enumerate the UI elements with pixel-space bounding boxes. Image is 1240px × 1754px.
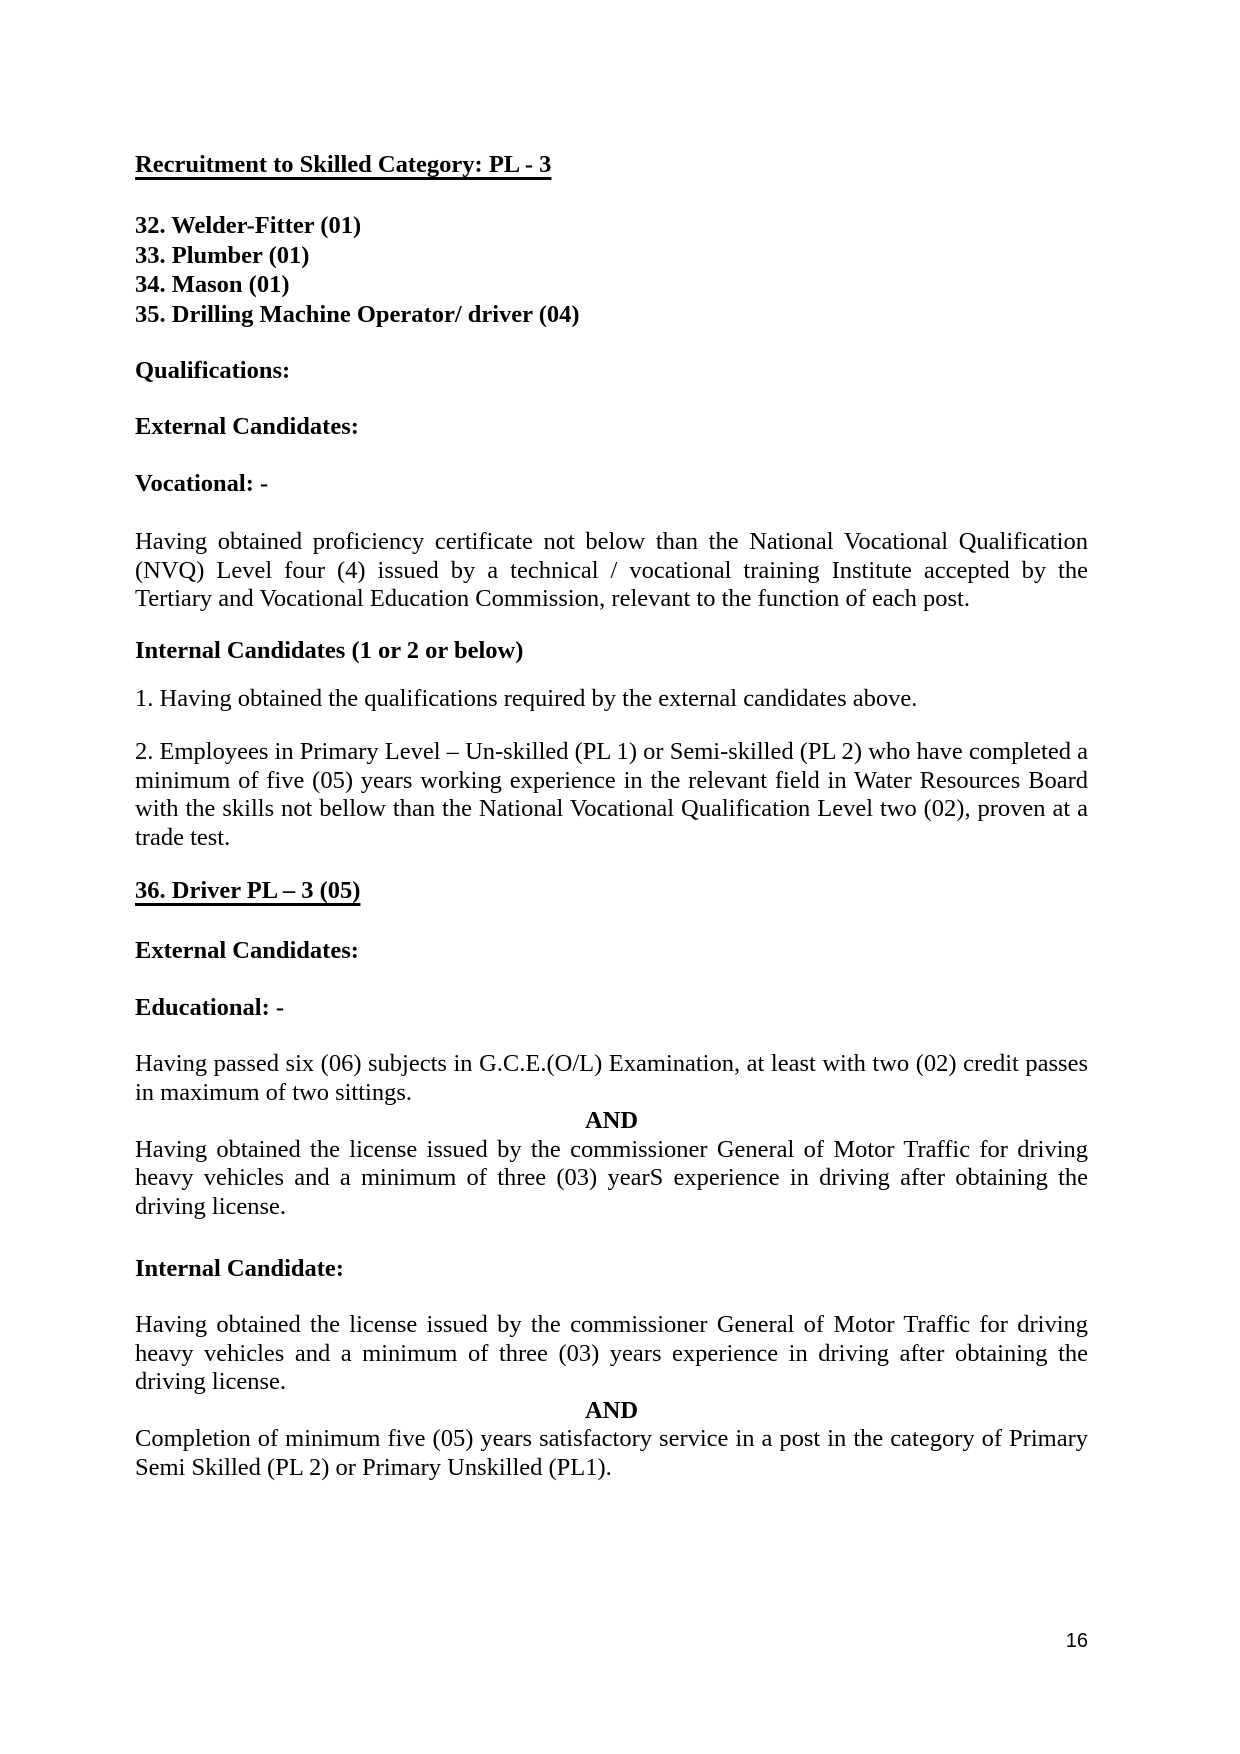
and-separator-1: AND [584, 1107, 639, 1134]
driver-section-heading: 36. Driver PL – 3 (05) [135, 877, 361, 904]
post-item-34: 34. Mason (01) [135, 271, 290, 298]
post-list [135, 211, 1088, 329]
page-number: 16 [1065, 1630, 1088, 1652]
driver-external-candidates-heading: External Candidates: [135, 937, 359, 964]
document-content [135, 150, 1088, 1482]
vocational-heading: Vocational: - [135, 470, 269, 497]
completion-paragraph: Completion of minimum five (05) years satisfactory service in a post in the category of Primary Semi Skilled (PL 2) or Primary Unskilled (PL1). [135, 1425, 1088, 1481]
internal-item-1: 1. Having obtained the qualifications required by the external candidates above. [135, 684, 918, 712]
post-item-35: 35. Drilling Machine Operator/ driver (04) [135, 300, 580, 328]
educational-heading: Educational: - [135, 994, 285, 1021]
internal-license-paragraph: Having obtained the license issued by the commissioner General of Motor Traffic for driving heavy vehicles and a minimum of three (03) years experience in driving after obtaining the driving license. [135, 1311, 1088, 1395]
internal-item-2: 2. Employees in Primary Level – Un-skilled (PL 1) or Semi-skilled (PL 2) who have completed a minimum of five (05) years working experience in the relevant field in Water Resources Board with the skills not bellow than the National Vocational Qualification Level two (02), proven at a trade test. [135, 738, 1088, 851]
external-license-paragraph: Having obtained the license issued by the commissioner General of Motor Traffic for driving heavy vehicles and a minimum of three (03) yearS experience in driving after obtaining the driving license. [135, 1135, 1088, 1220]
internal-candidates-heading: Internal Candidates (1 or 2 or below) [135, 636, 524, 664]
post-item-32: 32. Welder-Fitter (01) [135, 212, 362, 239]
and-separator-2: AND [584, 1396, 639, 1424]
vocational-paragraph: Having obtained proficiency certificate not below than the National Vocational Qualification (NVQ) Level four (4) issued by a technical / vocational training Institute accepted by the Tertiary and Vocational Education Commission, relevant to the function of each post. [135, 528, 1088, 612]
educational-paragraph: Having passed six (06) subjects in G.C.E.(O/L) Examination, at least with two (02) credit passes in maximum of two sittings. [135, 1050, 1088, 1106]
external-candidates-heading: External Candidates: [135, 413, 359, 440]
section-title: Recruitment to Skilled Category: PL - 3 [135, 151, 552, 178]
qualifications-heading: Qualifications: [135, 357, 291, 384]
post-item-33: 33. Plumber (01) [135, 241, 310, 269]
internal-candidate-heading: Internal Candidate: [135, 1255, 344, 1282]
